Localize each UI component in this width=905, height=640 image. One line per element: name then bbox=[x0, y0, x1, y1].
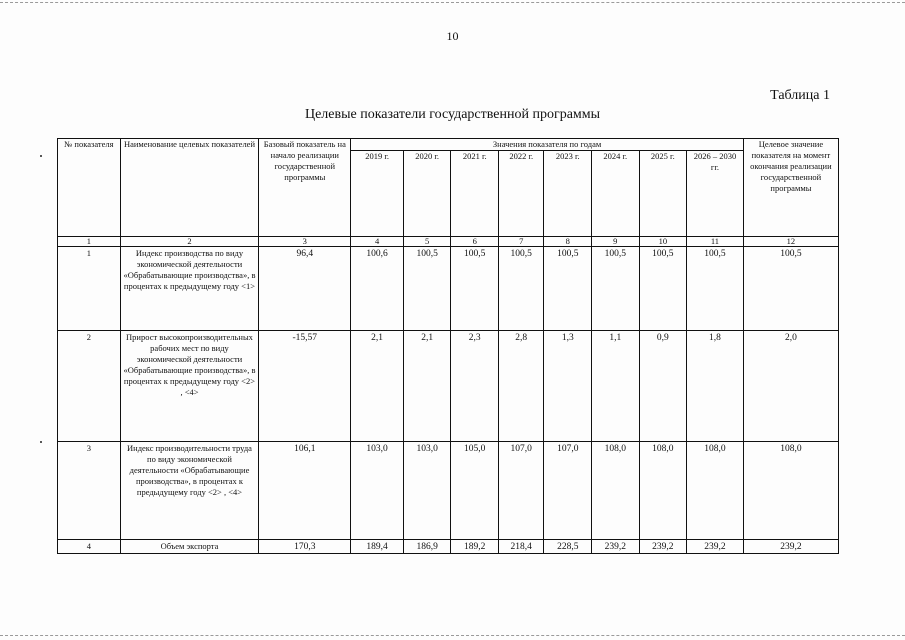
column-number: 3 bbox=[259, 237, 351, 247]
column-number: 11 bbox=[687, 237, 744, 247]
row-value: 218,4 bbox=[498, 540, 544, 554]
row-value: 1,3 bbox=[544, 331, 592, 442]
row-value: 2,3 bbox=[451, 331, 499, 442]
row-value: 186,9 bbox=[403, 540, 451, 554]
document-title: Целевые показатели государственной программы bbox=[304, 107, 601, 122]
row-name: Индекс производства по виду экономической деятельности «Обрабатывающие производства», в процентах к предыдущему году <1> bbox=[120, 247, 259, 331]
row-value: 108,0 bbox=[592, 442, 640, 540]
table-row bbox=[58, 247, 839, 331]
row-num: 4 bbox=[58, 540, 121, 554]
margin-dot bbox=[40, 155, 42, 157]
page-number: 10 bbox=[446, 29, 459, 43]
table-row bbox=[58, 540, 839, 554]
row-value: 1,8 bbox=[687, 331, 744, 442]
row-value: 1,1 bbox=[592, 331, 640, 442]
row-base: 170,3 bbox=[259, 540, 351, 554]
row-value: 107,0 bbox=[498, 442, 544, 540]
margin-dot bbox=[40, 441, 42, 443]
scan-top-edge bbox=[0, 2, 905, 3]
row-base: -15,57 bbox=[259, 331, 351, 442]
header-target: Целевое значение показателя на момент окончания реализации государственной программы bbox=[743, 139, 838, 237]
column-number: 6 bbox=[451, 237, 499, 247]
row-value: 108,0 bbox=[639, 442, 687, 540]
row-value: 239,2 bbox=[592, 540, 640, 554]
row-value: 228,5 bbox=[544, 540, 592, 554]
row-value: 100,5 bbox=[403, 247, 451, 331]
header-year: 2026 – 2030 гг. bbox=[687, 151, 744, 237]
row-value: 0,9 bbox=[639, 331, 687, 442]
header-year: 2020 г. bbox=[403, 151, 451, 237]
column-number: 8 bbox=[544, 237, 592, 247]
row-value: 189,4 bbox=[351, 540, 404, 554]
row-value: 2,1 bbox=[403, 331, 451, 442]
row-value: 100,5 bbox=[592, 247, 640, 331]
row-value: 100,5 bbox=[687, 247, 744, 331]
column-number: 5 bbox=[403, 237, 451, 247]
row-base: 96,4 bbox=[259, 247, 351, 331]
column-number: 10 bbox=[639, 237, 687, 247]
row-value: 100,6 bbox=[351, 247, 404, 331]
row-value: 239,2 bbox=[687, 540, 744, 554]
header-values-group: Значения показателя по годам bbox=[351, 139, 744, 151]
header-year: 2024 г. bbox=[592, 151, 640, 237]
header-year: 2021 г. bbox=[451, 151, 499, 237]
row-num: 1 bbox=[58, 247, 121, 331]
row-target: 2,0 bbox=[743, 331, 838, 442]
header-name: Наименование целевых показателей bbox=[120, 139, 259, 237]
header-base: Базовый показатель на начало реализации государственной программы bbox=[259, 139, 351, 237]
row-name: Объем экспорта bbox=[120, 540, 259, 554]
row-value: 108,0 bbox=[687, 442, 744, 540]
row-value: 107,0 bbox=[544, 442, 592, 540]
table-row bbox=[58, 331, 839, 442]
row-value: 100,5 bbox=[639, 247, 687, 331]
row-value: 100,5 bbox=[544, 247, 592, 331]
column-number: 2 bbox=[120, 237, 259, 247]
column-number: 1 bbox=[58, 237, 121, 247]
column-number: 9 bbox=[592, 237, 640, 247]
row-target: 100,5 bbox=[743, 247, 838, 331]
table-row bbox=[58, 442, 839, 540]
header-num: № показателя bbox=[58, 139, 121, 237]
column-number: 7 bbox=[498, 237, 544, 247]
header-year: 2019 г. bbox=[351, 151, 404, 237]
row-name: Индекс производительности труда по виду экономической деятельности «Обрабатывающие производства», в процентах к предыдущему году <2> , <4> bbox=[120, 442, 259, 540]
scan-bottom-edge bbox=[0, 635, 905, 636]
target-indicators-table bbox=[57, 138, 839, 554]
row-value: 2,1 bbox=[351, 331, 404, 442]
column-number: 12 bbox=[743, 237, 838, 247]
row-num: 2 bbox=[58, 331, 121, 442]
row-value: 100,5 bbox=[498, 247, 544, 331]
row-value: 2,8 bbox=[498, 331, 544, 442]
header-year: 2022 г. bbox=[498, 151, 544, 237]
row-target: 239,2 bbox=[743, 540, 838, 554]
row-value: 189,2 bbox=[451, 540, 499, 554]
table-caption: Таблица 1 bbox=[770, 88, 830, 103]
row-name: Прирост высокопроизводительных рабочих мест по виду экономической деятельности «Обрабатывающие производства», в процентах к предыдущему году <2> , <4> bbox=[120, 331, 259, 442]
row-target: 108,0 bbox=[743, 442, 838, 540]
column-number: 4 bbox=[351, 237, 404, 247]
header-year: 2025 г. bbox=[639, 151, 687, 237]
row-value: 103,0 bbox=[351, 442, 404, 540]
row-value: 239,2 bbox=[639, 540, 687, 554]
row-value: 100,5 bbox=[451, 247, 499, 331]
row-value: 105,0 bbox=[451, 442, 499, 540]
row-num: 3 bbox=[58, 442, 121, 540]
row-base: 106,1 bbox=[259, 442, 351, 540]
row-value: 103,0 bbox=[403, 442, 451, 540]
header-year: 2023 г. bbox=[544, 151, 592, 237]
